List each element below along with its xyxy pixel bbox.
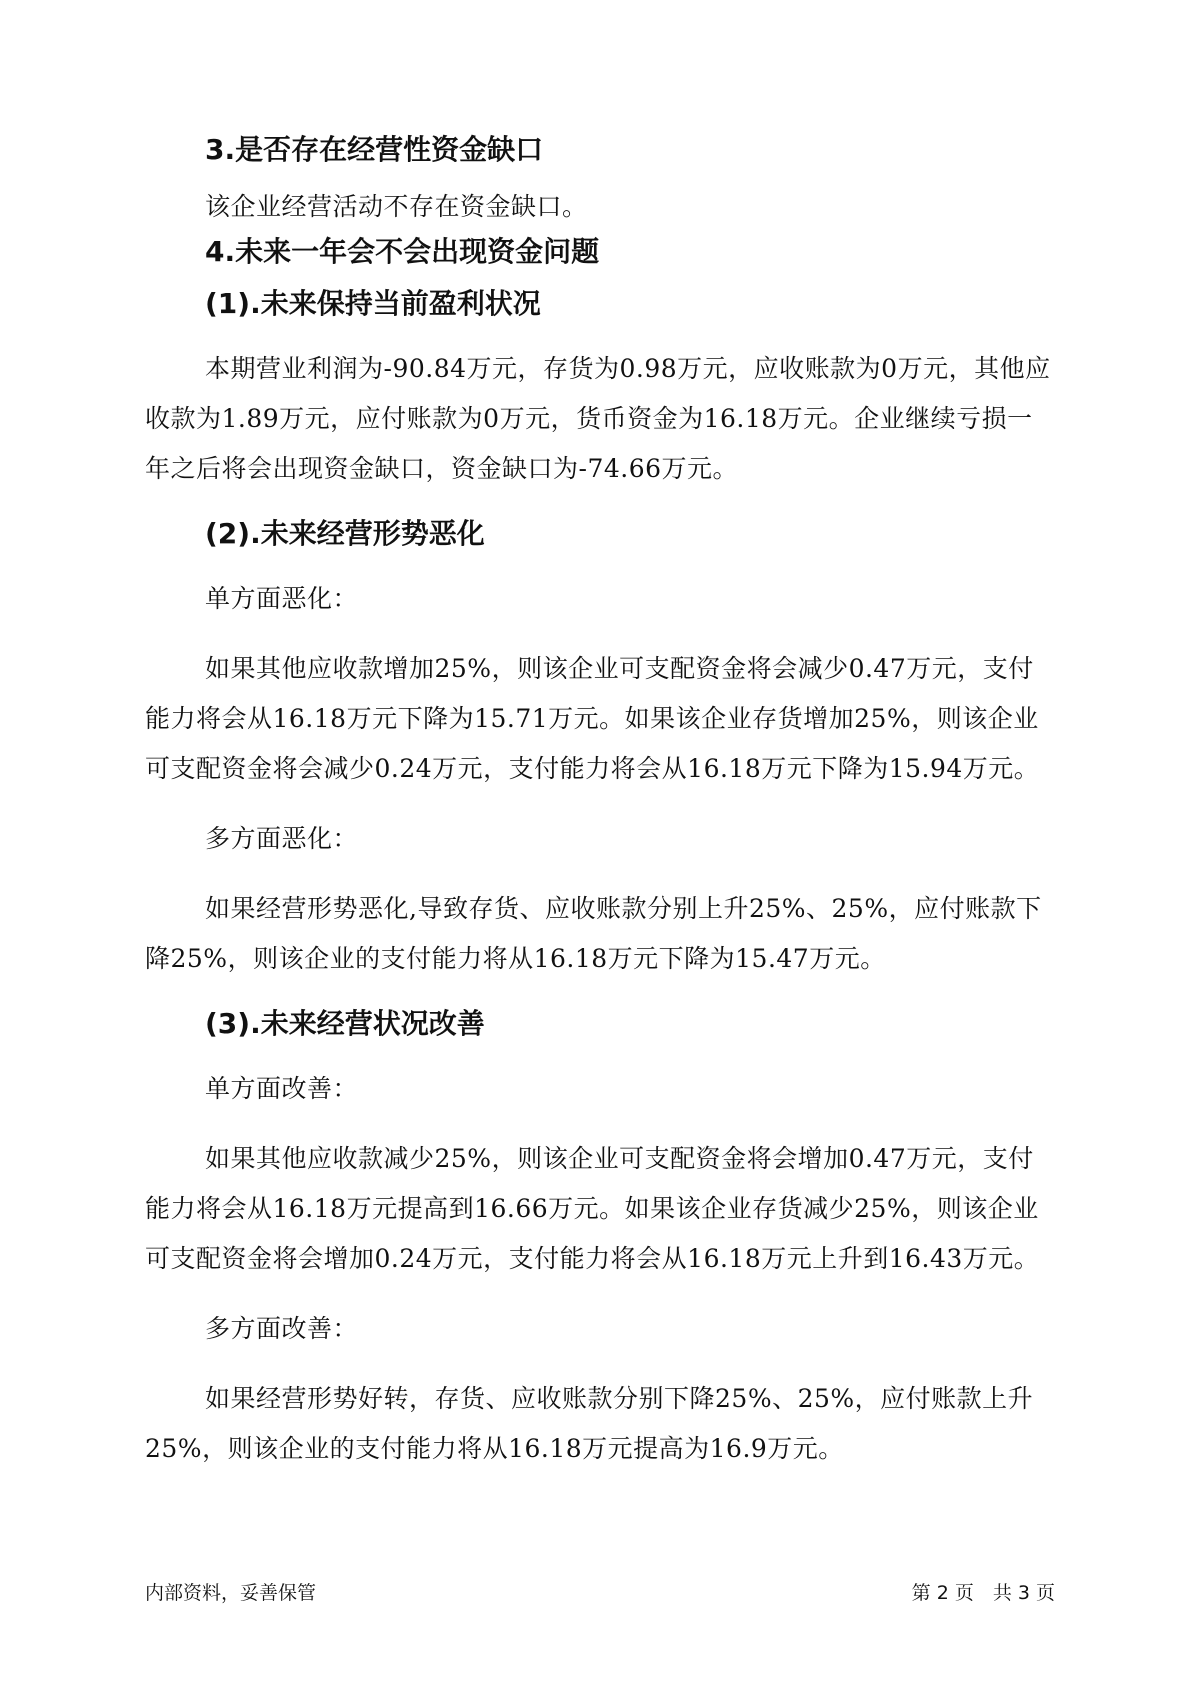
subsection-4-1-paragraph: 本期营业利润为-90.84万元，存货为0.98万元，应收账款为0万元，其他应收款为1.89万元，应付账款为0万元，货币资金为16.18万元。企业继续亏损一年之后将会出现资金缺口，资金缺口为-74.66万元。 bbox=[145, 354, 1051, 483]
subsection-heading-4-3: (3).未来经营状况改善 bbox=[205, 1007, 485, 1040]
section-heading-4: 4.未来一年会不会出现资金问题 bbox=[205, 235, 600, 268]
subsection-4-3-single-label: 单方面改善： bbox=[205, 1074, 359, 1103]
subsection-4-3-single-paragraph: 如果其他应收款减少25%，则该企业可支配资金将会增加0.47万元，支付能力将会从16.18万元提高到16.66万元。如果该企业存货减少25%，则该企业可支配资金将会增加0.24万元，支付能力将会从16.18万元上升到16.43万元。 bbox=[145, 1144, 1040, 1273]
section-heading-3: 3.是否存在经营性资金缺口 bbox=[205, 133, 544, 166]
subsection-4-3-multi-label: 多方面改善： bbox=[205, 1314, 359, 1343]
subsection-4-3-multi-paragraph: 如果经营形势好转，存货、应收账款分别下降25%、25%，应付账款上升25%，则该企业的支付能力将从16.18万元提高为16.9万元。 bbox=[145, 1384, 1034, 1463]
document-body bbox=[145, 130, 1055, 1474]
subsection-4-2-multi-label: 多方面恶化： bbox=[205, 824, 359, 853]
section-3-paragraph: 该企业经营活动不存在资金缺口。 bbox=[205, 192, 588, 221]
confidential-note: 内部资料，妥善保管 bbox=[145, 1582, 317, 1604]
subsection-heading-4-2: (2).未来经营形势恶化 bbox=[205, 517, 485, 550]
subsection-4-2-multi-paragraph: 如果经营形势恶化,导致存货、应收账款分别上升25%、25%，应付账款下降25%，则该企业的支付能力将从16.18万元下降为15.47万元。 bbox=[145, 894, 1042, 973]
subsection-4-2-single-paragraph: 如果其他应收款增加25%，则该企业可支配资金将会减少0.47万元，支付能力将会从16.18万元下降为15.71万元。如果该企业存货增加25%，则该企业可支配资金将会减少0.24万元，支付能力将会从16.18万元下降为15.94万元。 bbox=[145, 654, 1040, 783]
subsection-heading-4-1: (1).未来保持当前盈利状况 bbox=[205, 287, 541, 320]
page-number: 第 2 页 共 3 页 bbox=[911, 1582, 1055, 1604]
subsection-4-2-single-label: 单方面恶化： bbox=[205, 584, 359, 613]
